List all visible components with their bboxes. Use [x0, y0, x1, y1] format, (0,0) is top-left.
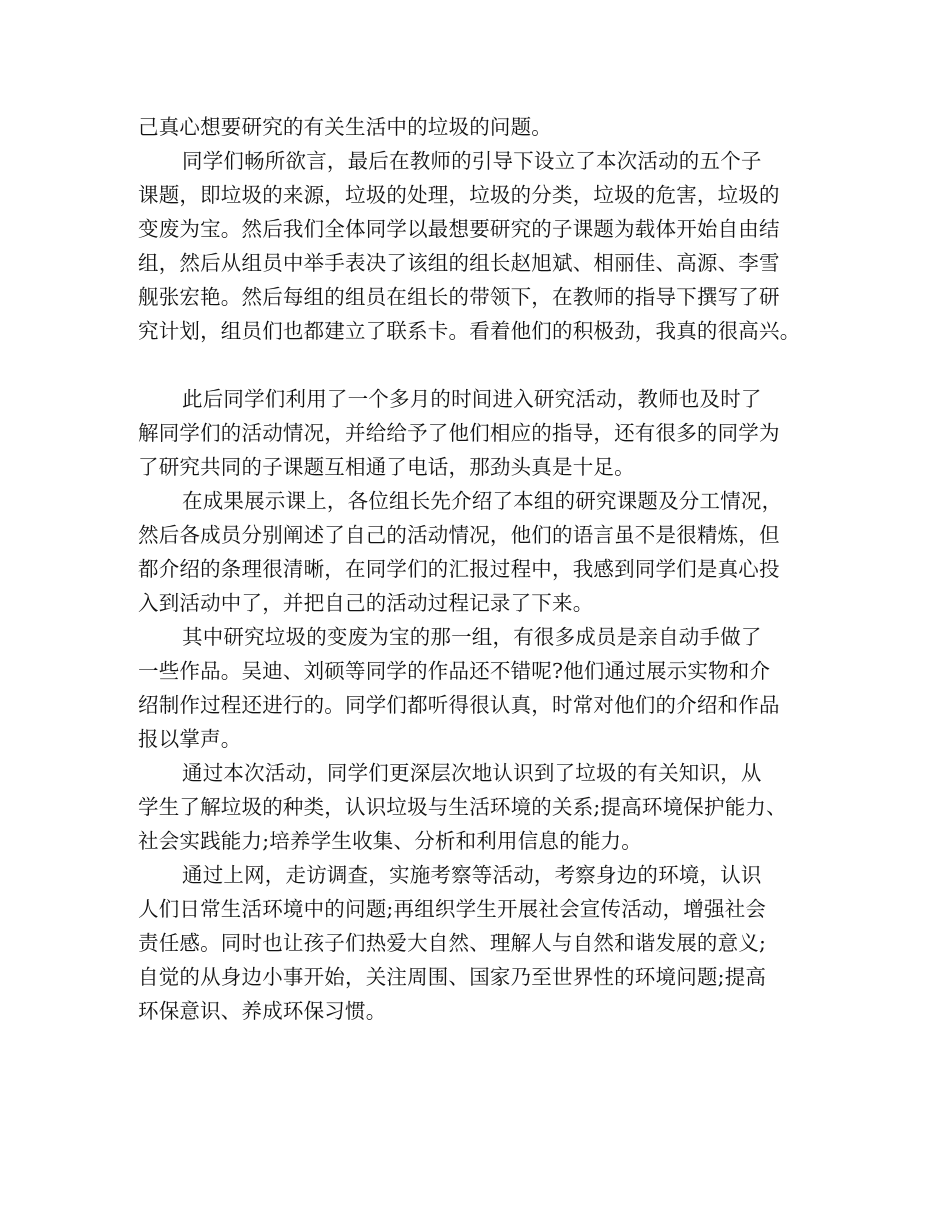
text-line: 解同学们的活动情况，并给给予了他们相应的指导，还有很多的同学为: [138, 421, 780, 445]
text-line: 自觉的从身边小事开始，关注周围、国家乃至世界性的环境问题;提高: [138, 965, 767, 989]
text-line: 通过上网，走访调查，实施考察等活动，考察身边的环境，认识: [182, 863, 762, 887]
text-line: 此后同学们利用了一个多月的时间进入研究活动，教师也及时了: [182, 387, 762, 411]
document-body: [138, 110, 818, 1028]
text-line: 责任感。同时也让孩子们热爱大自然、理解人与自然和谐发展的意义;: [138, 931, 767, 955]
paragraph: [138, 110, 818, 144]
text-line: 然后各成员分别阐述了自己的活动情况，他们的语言虽不是很精炼，但: [138, 523, 780, 547]
paragraph: [138, 484, 818, 620]
text-line: 其中研究垃圾的变废为宝的那一组，有很多成员是亲自动手做了: [182, 625, 762, 649]
text-line: 了研究共同的子课题互相通了电话，那劲头真是十足。: [138, 455, 635, 479]
paragraph: [138, 382, 818, 484]
paragraph: [138, 858, 818, 1028]
text-line: 同学们畅所欲言，最后在教师的引导下设立了本次活动的五个子: [182, 149, 762, 173]
text-line: 课题，即垃圾的来源，垃圾的处理，垃圾的分类，垃圾的危害，垃圾的: [138, 183, 780, 207]
paragraph: [138, 620, 818, 756]
text-line: 在成果展示课上，各位组长先介绍了本组的研究课题及分工情况，: [182, 489, 783, 513]
text-line: 社会实践能力;培养学生收集、分析和利用信息的能力。: [138, 829, 642, 853]
text-line: 报以掌声。: [138, 727, 242, 751]
paragraph: [138, 144, 818, 348]
text-line: 变废为宝。然后我们全体同学以最想要研究的子课题为载体开始自由结: [138, 217, 780, 241]
text-line: 究计划，组员们也都建立了联系卡。看着他们的积极劲，我真的很高兴。: [138, 319, 801, 343]
text-line: 舰张宏艳。然后每组的组员在组长的带领下，在教师的指导下撰写了研: [138, 285, 780, 309]
text-line: 人们日常生活环境中的问题;再组织学生开展社会宣传活动，增强社会: [138, 897, 767, 921]
text-line: 绍制作过程还进行的。同学们都听得很认真，时常对他们的介绍和作品: [138, 693, 780, 717]
text-line: 学生了解垃圾的种类，认识垃圾与生活环境的关系;提高环境保护能力、: [138, 795, 787, 819]
text-line: 入到活动中了，并把自己的活动过程记录了下来。: [138, 591, 594, 615]
text-line: 一些作品。吴迪、刘硕等同学的作品还不错呢?他们通过展示实物和介: [138, 659, 771, 683]
text-line: 通过本次活动，同学们更深层次地认识到了垃圾的有关知识，从: [182, 761, 762, 785]
text-line: 己真心想要研究的有关生活中的垃圾的问题。: [138, 115, 552, 139]
text-line: 都介绍的条理很清晰，在同学们的汇报过程中，我感到同学们是真心投: [138, 557, 780, 581]
text-line: 环保意识、养成环保习惯。: [138, 999, 387, 1023]
paragraph-gap: [138, 348, 818, 382]
text-line: 组，然后从组员中举手表决了该组的组长赵旭斌、相丽佳、高源、李雪: [138, 251, 780, 275]
paragraph: [138, 756, 818, 858]
